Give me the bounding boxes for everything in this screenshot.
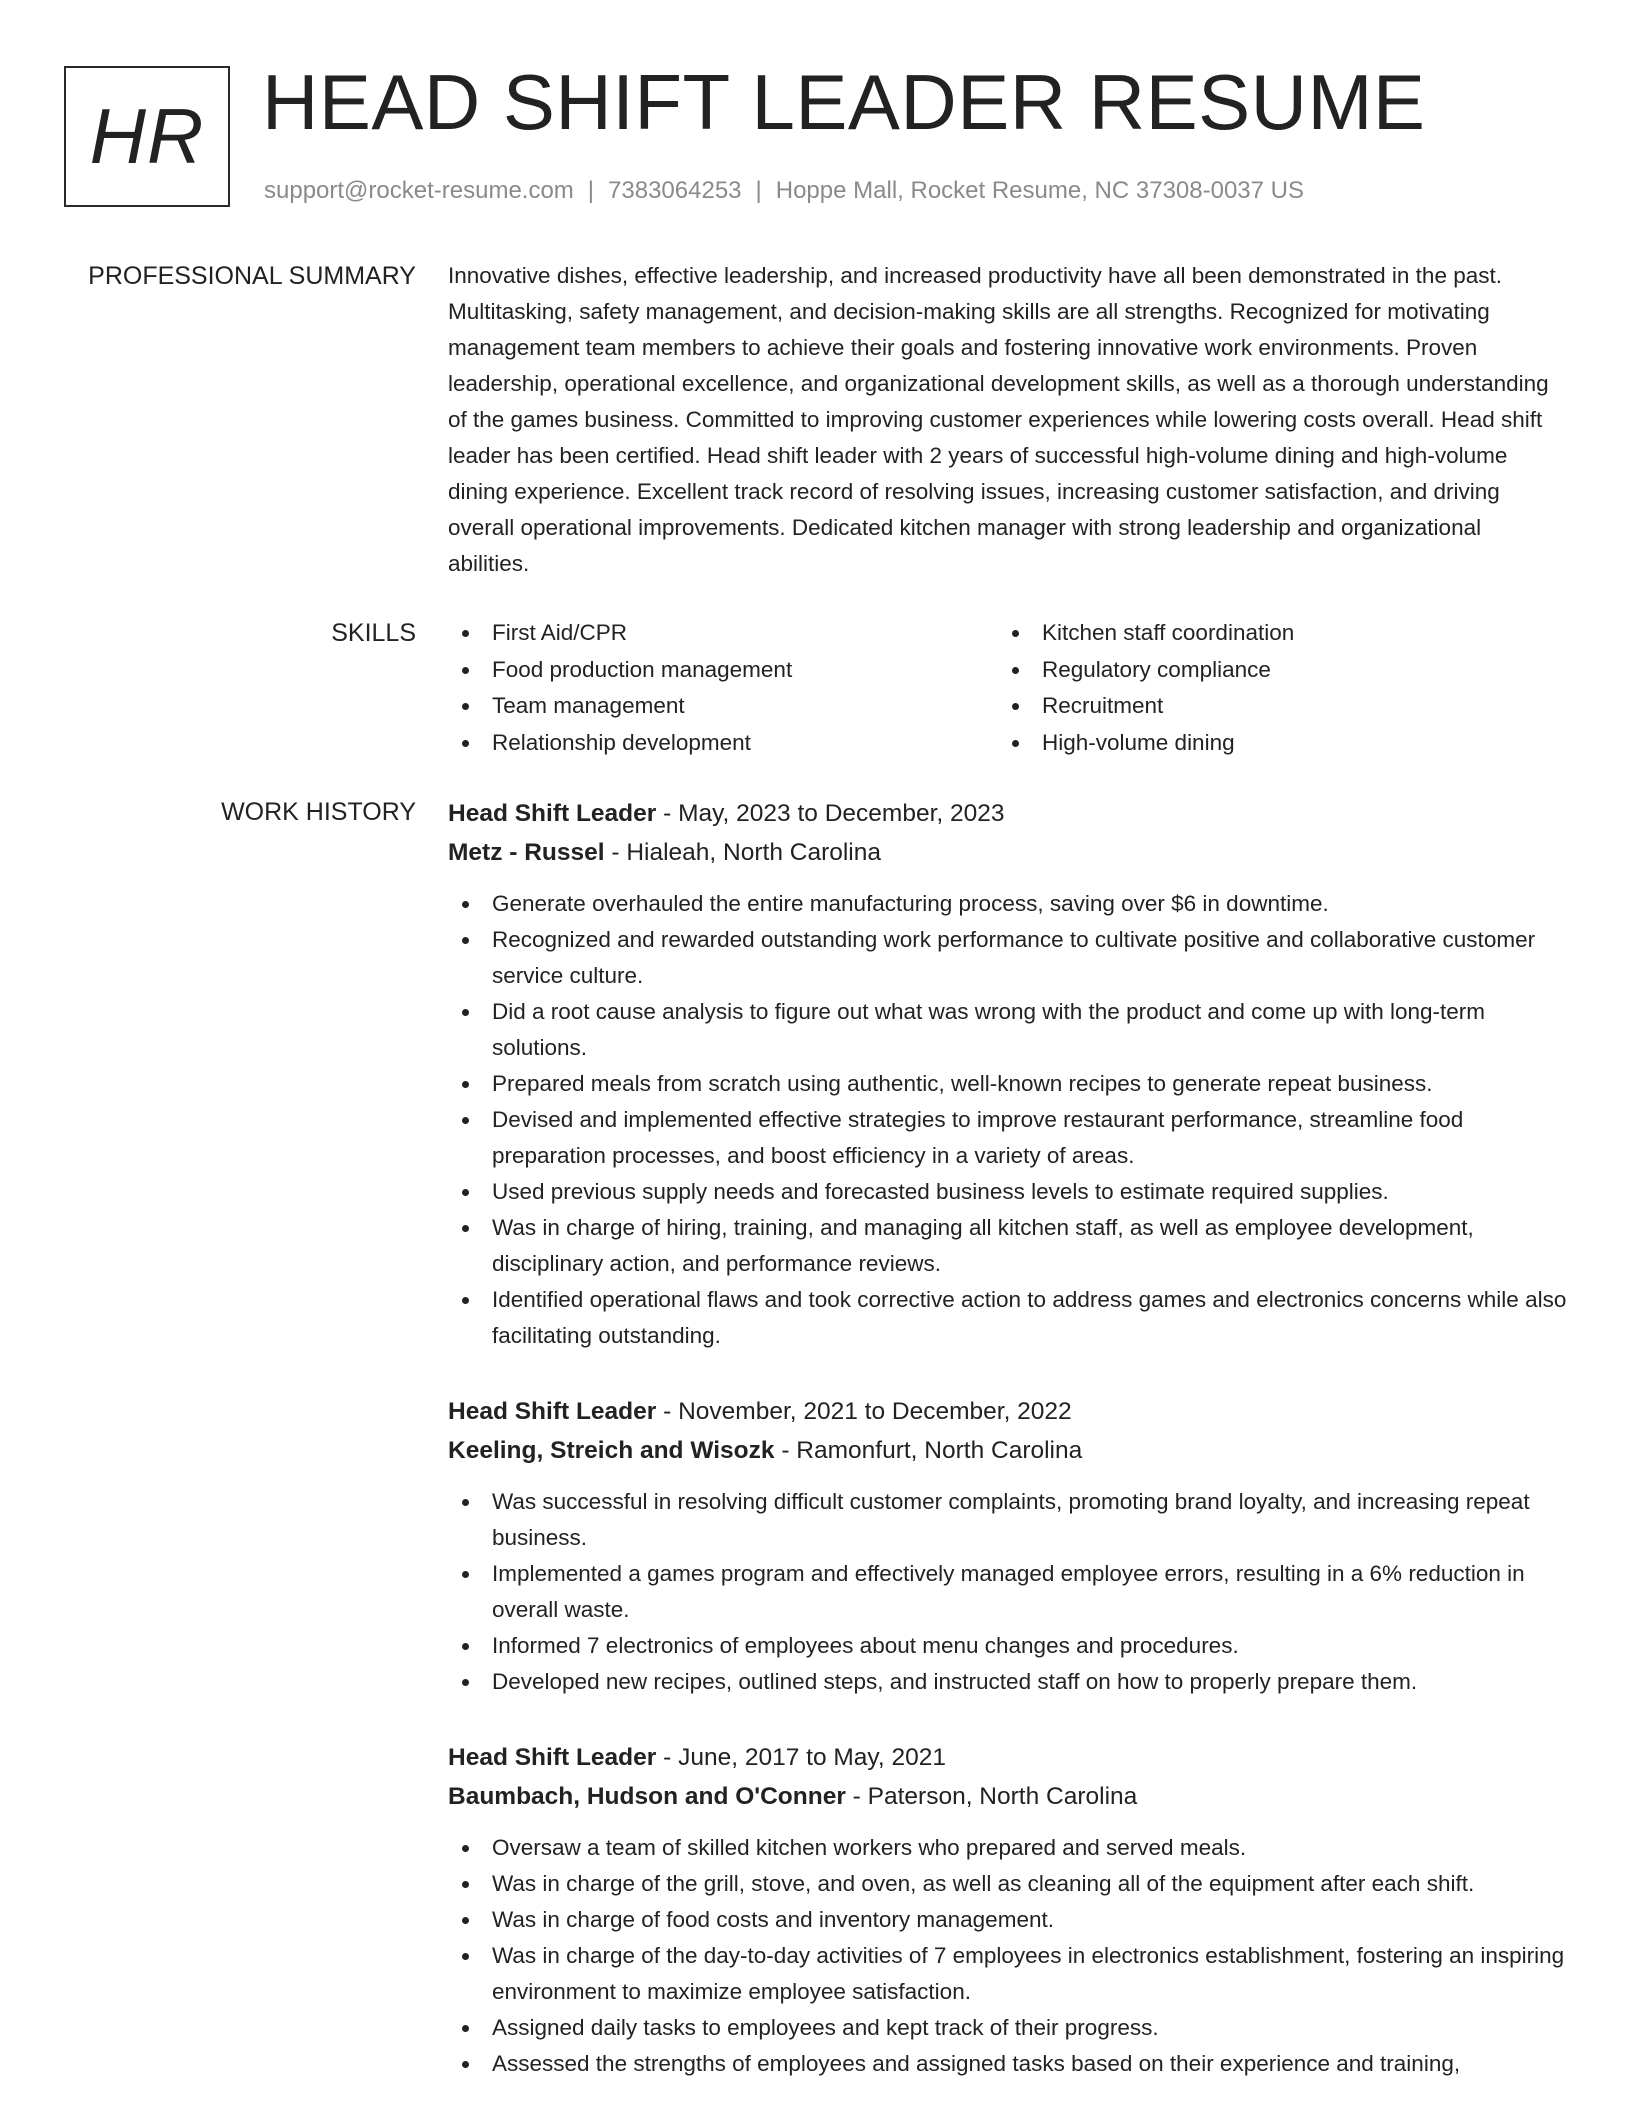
job-title-line xyxy=(448,1738,1568,1777)
job-bullet: Assessed the strengths of employees and assigned tasks based on their experience and training, xyxy=(448,2046,1568,2082)
summary-heading: PROFESSIONAL SUMMARY xyxy=(88,262,416,290)
monogram-initials: HR xyxy=(89,92,205,180)
resume-title: HEAD SHIFT LEADER RESUME xyxy=(262,58,1426,146)
job-bullet: Was in charge of hiring, training, and managing all kitchen staff, as well as employee development, disciplinary action, and performance reviews. xyxy=(448,1210,1568,1282)
job-bullet: Prepared meals from scratch using authentic, well-known recipes to generate repeat business. xyxy=(448,1066,1568,1102)
skill-item: Regulatory compliance xyxy=(998,652,1548,689)
skills-body xyxy=(448,615,1568,761)
job-company: Baumbach, Hudson and O'Conner xyxy=(448,1783,846,1810)
job-bullet: Did a root cause analysis to figure out what was wrong with the product and come up with long-term solutions. xyxy=(448,994,1568,1066)
contact-line xyxy=(264,176,1304,206)
job-company-line xyxy=(448,1777,1568,1816)
contact-phone: 7383064253 xyxy=(608,177,742,204)
job-company-line xyxy=(448,1431,1568,1470)
job-bullets xyxy=(448,886,1568,1354)
skill-item: Kitchen staff coordination xyxy=(998,615,1548,652)
skill-item: Recruitment xyxy=(998,688,1548,725)
job-title-line xyxy=(448,1392,1568,1431)
contact-separator: | xyxy=(587,177,595,204)
job-entry xyxy=(448,794,1568,1354)
job-entry xyxy=(448,1738,1568,2082)
contact-email: support@rocket-resume.com xyxy=(264,177,574,204)
skill-item: Relationship development xyxy=(448,725,998,762)
job-bullet: Oversaw a team of skilled kitchen workers who prepared and served meals. xyxy=(448,1830,1568,1866)
work-history-body xyxy=(448,794,1568,2120)
skill-item: Team management xyxy=(448,688,998,725)
job-bullet: Identified operational flaws and took corrective action to address games and electronics concerns while also facilitating outstanding. xyxy=(448,1282,1568,1354)
job-title-line xyxy=(448,794,1568,833)
summary-text: Innovative dishes, effective leadership, and increased productivity have all been demonstrated in the past. Multitasking, safety management, and decision-making skills are all strengths. Recognized for motivating management team members to achieve their goals and fostering innovative work environments. Proven leadership, operational excellence, and organizational development skills, as well as a thorough understanding of the games business. Committed to improving customer experiences while lowering costs overall. Head shift leader has been certified. Head shift leader with 2 years of successful high-volume dining and high-volume dining experience. Excellent track record of resolving issues, increasing customer satisfaction, and driving overall operational improvements. Dedicated kitchen manager with strong leadership and organizational abilities. xyxy=(448,263,1549,576)
job-bullet: Generate overhauled the entire manufacturing process, saving over $6 in downtime. xyxy=(448,886,1568,922)
work-history-heading: WORK HISTORY xyxy=(221,798,416,826)
job-dates: - November, 2021 to December, 2022 xyxy=(656,1398,1072,1425)
skill-item: First Aid/CPR xyxy=(448,615,998,652)
job-bullet: Was in charge of food costs and inventory management. xyxy=(448,1902,1568,1938)
contact-separator: | xyxy=(755,177,762,204)
job-bullet: Used previous supply needs and forecasted business levels to estimate required supplies. xyxy=(448,1174,1568,1210)
job-entry xyxy=(448,1392,1568,1700)
job-bullet: Implemented a games program and effectively managed employee errors, resulting in a 6% reduction in overall waste. xyxy=(448,1556,1568,1628)
skills-heading: SKILLS xyxy=(331,619,416,647)
monogram-logo xyxy=(64,66,230,207)
job-bullet: Assigned daily tasks to employees and kept track of their progress. xyxy=(448,2010,1568,2046)
summary-body xyxy=(448,258,1568,582)
skill-item: High-volume dining xyxy=(998,725,1548,762)
job-bullet: Informed 7 electronics of employees about menu changes and procedures. xyxy=(448,1628,1568,1664)
job-bullet: Was in charge of the grill, stove, and oven, as well as cleaning all of the equipment after each shift. xyxy=(448,1866,1568,1902)
skill-item: Food production management xyxy=(448,652,998,689)
job-bullet: Developed new recipes, outlined steps, and instructed staff on how to properly prepare them. xyxy=(448,1664,1568,1700)
job-title: Head Shift Leader xyxy=(448,800,657,827)
job-bullet: Was in charge of the day-to-day activities of 7 employees in electronics establishment, fostering an inspiring environment to maximize employee satisfaction. xyxy=(448,1938,1568,2010)
job-company: Metz - Russel xyxy=(448,839,605,866)
job-dates: - June, 2017 to May, 2021 xyxy=(656,1744,946,1771)
skills-list xyxy=(448,615,1568,761)
job-location: - Paterson, North Carolina xyxy=(845,1783,1138,1810)
job-title: Head Shift Leader xyxy=(448,1398,657,1425)
job-location: - Ramonfurt, North Carolina xyxy=(774,1437,1083,1464)
job-bullet: Was successful in resolving difficult customer complaints, promoting brand loyalty, and increasing repeat business. xyxy=(448,1484,1568,1556)
job-title: Head Shift Leader xyxy=(448,1744,657,1771)
job-bullet: Devised and implemented effective strategies to improve restaurant performance, streamline food preparation processes, and boost efficiency in a variety of areas. xyxy=(448,1102,1568,1174)
job-bullets xyxy=(448,1484,1568,1700)
job-bullets xyxy=(448,1830,1568,2082)
job-dates: - May, 2023 to December, 2023 xyxy=(656,800,1005,827)
job-company: Keeling, Streich and Wisozk xyxy=(448,1437,775,1464)
job-location: - Hialeah, North Carolina xyxy=(604,839,881,866)
job-company-line xyxy=(448,833,1568,872)
contact-address: Hoppe Mall, Rocket Resume, NC 37308-0037 US xyxy=(775,177,1305,204)
job-bullet: Recognized and rewarded outstanding work performance to cultivate positive and collaborative customer service culture. xyxy=(448,922,1568,994)
